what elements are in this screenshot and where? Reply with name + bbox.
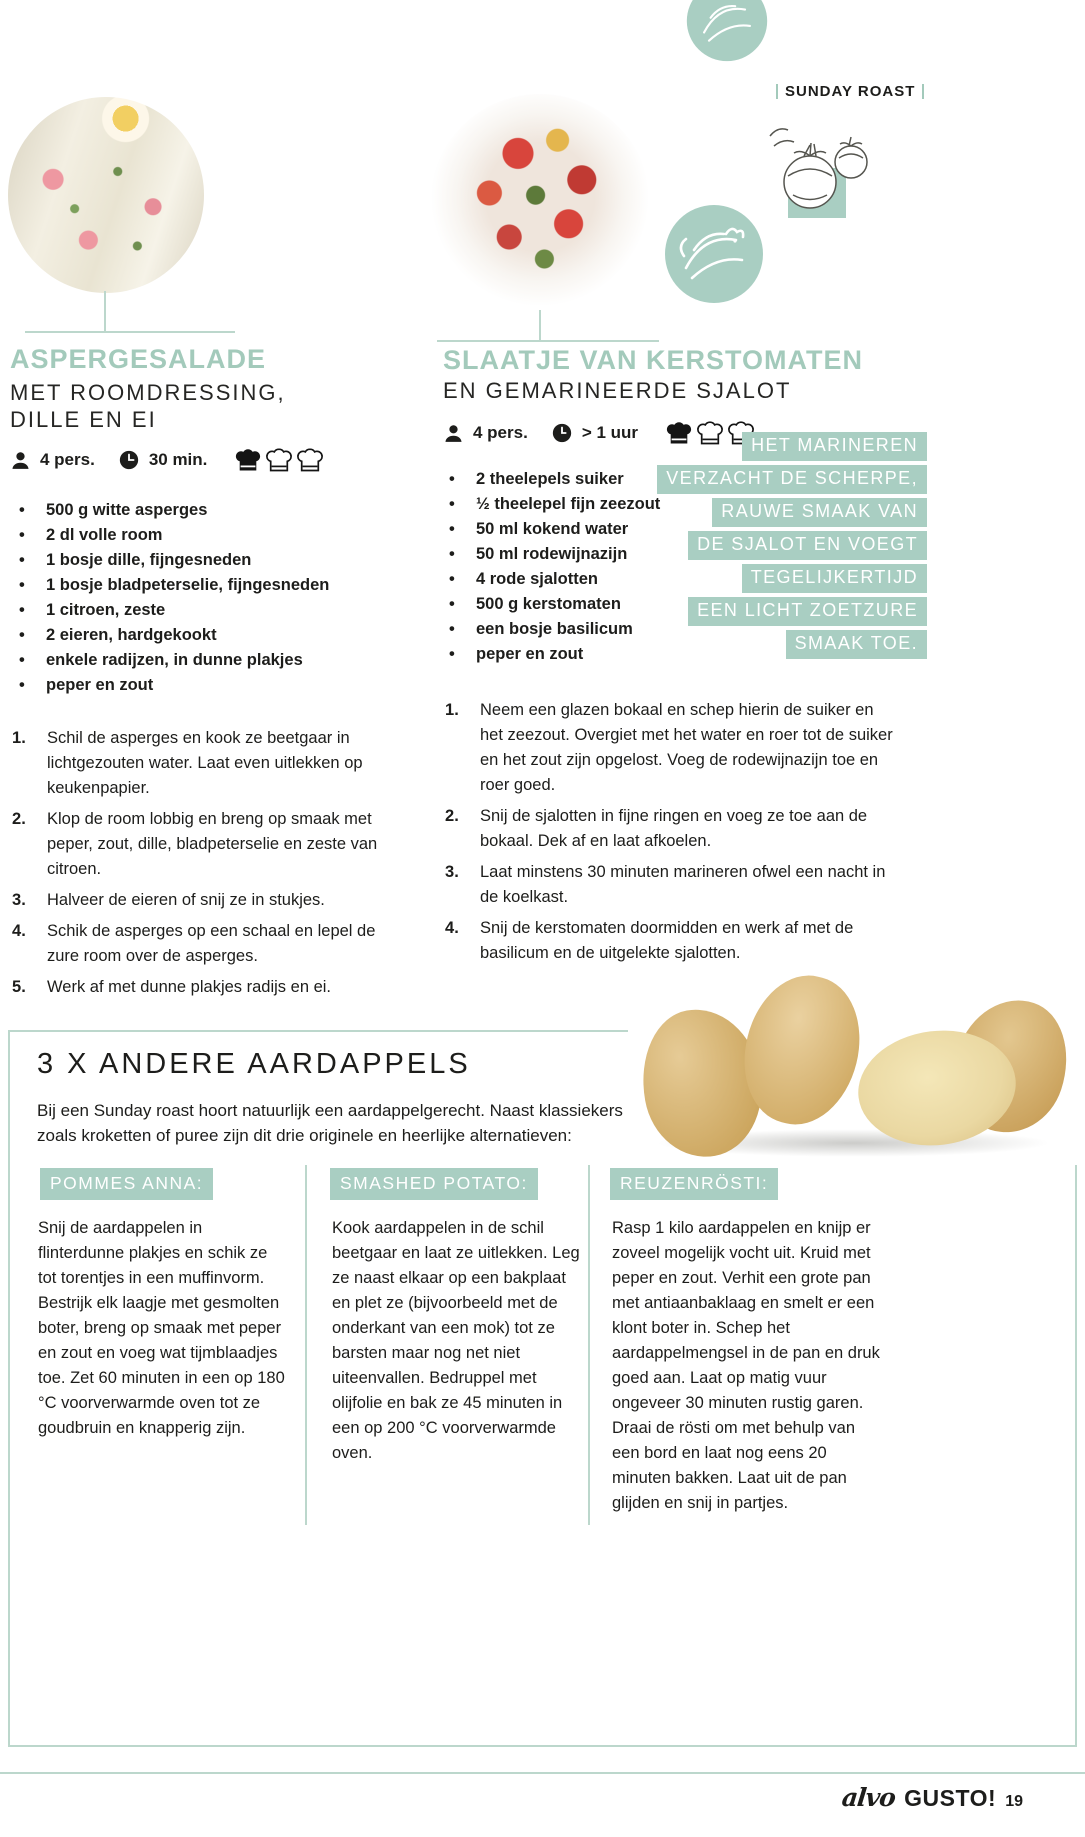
time-label: 30 min.	[148, 450, 208, 469]
steps-list	[443, 698, 895, 972]
marinating-tip-callout	[587, 432, 927, 663]
footer-divider-line	[0, 1772, 1085, 1774]
steps-list	[10, 726, 412, 1006]
recipe-title: ASPERGESALADE	[10, 344, 267, 374]
ingredient-item: • 50 ml kokend water	[440, 517, 740, 542]
recipe-photo-tomato-salad	[430, 94, 650, 314]
recipe-subtitle-line: DILLE EN EI	[10, 407, 157, 432]
callout-line: DE SJALOT EN VOEGT	[688, 531, 927, 560]
ingredient-item: • 500 g kerstomaten	[440, 592, 740, 617]
ingredient-item: • 2 dl volle room	[10, 523, 430, 548]
page-number: 19	[1005, 1793, 1023, 1810]
ingredient-item: • 1 bosje bladpeterselie, fijngesneden	[10, 573, 430, 598]
ingredient-item: • 2 eieren, hardgekookt	[10, 623, 430, 648]
potatoes-photo	[628, 973, 1085, 1165]
ingredient-item: • 1 bosje dille, fijngesneden	[10, 548, 430, 573]
step-item: Schik de asperges op een schaal en lepel de zure room over de asperges.	[47, 922, 376, 965]
ingredient-item: • 500 g witte asperges	[10, 498, 430, 523]
ingredient-item: • peper en zout	[440, 642, 740, 667]
step-item: Schil de asperges en kook ze beetgaar in lichtgezouten water. Laat even uitlekken op keukenpapier.	[47, 729, 363, 797]
callout-line: HET MARINEREN	[742, 432, 927, 461]
ingredient-item: • 1 citroen, zeste	[10, 598, 430, 623]
ingredient-item: • 2 theelepels suiker	[440, 467, 740, 492]
callout-line: VERZACHT DE SCHERPE,	[657, 465, 927, 494]
section-tag-label: SUNDAY ROAST	[785, 83, 916, 100]
ingredient-item: • enkele radijzen, in dunne plakjes	[10, 648, 430, 673]
recipe-subtitle	[443, 377, 791, 404]
potato-column-label: REUZENRÖSTI:	[610, 1168, 778, 1200]
divider-line	[437, 340, 659, 342]
servings-label: 4 pers.	[473, 423, 528, 442]
tag-divider-right-icon	[922, 84, 924, 99]
potato-column-label: SMASHED POTATO:	[330, 1168, 538, 1200]
chef-hat-icon-outline	[296, 447, 324, 473]
callout-line: SMAAK TOE.	[786, 630, 927, 659]
callout-line: EEN LICHT ZOETZURE	[688, 597, 927, 626]
callout-line: TEGELIJKERTIJD	[742, 564, 927, 593]
servings-person-icon	[10, 450, 31, 471]
footer	[842, 1783, 1023, 1812]
potato-column-text: Rasp 1 kilo aardappelen en knijp er zoveel mogelijk vocht uit. Kruid met peper en zout. Verhit een grote pan met antiaanbaklaag en smelt er een klont boter in. Schep het aardappelmengsel in de pan en druk goed aan. Laat op matig vuur ongeveer 30 minuten rustig garen. Draai de rösti om met behulp van een bord en laat nog eens 20 minuten bakken. Laat uit de pan glijden en snij in partjes.	[612, 1219, 880, 1512]
recipe-subtitle	[10, 379, 286, 433]
divider-line	[25, 331, 235, 333]
photo-connector-line	[539, 310, 541, 342]
potato-column-text: Snij de aardappelen in flinterdunne plakjes en schik ze tot torentjes in een muffinvorm. Bestrijk elk laagje met gesmolten boter, breng op smaak met peper en zout en voeg wat tijmblaadjes toe. Zet 60 minuten in een op 180 °C voorverwarmde oven tot ze goudbruin en knapperig zijn.	[38, 1219, 285, 1437]
magazine-name: GUSTO!	[904, 1785, 997, 1811]
chef-hat-icon-filled	[234, 447, 262, 473]
brand-logo: alvo	[840, 1783, 897, 1812]
rooster-logo-icon	[664, 204, 764, 304]
potato-box-intro: Bij een Sunday roast hoort natuurlijk een aardappelgerecht. Naast klassiekers zoals kroketten of puree zijn dit drie originele en heerlijke alternatieven:	[37, 1101, 623, 1145]
potato-box-heading: 3 X ANDERE AARDAPPELS	[37, 1048, 471, 1080]
time-clock-icon	[551, 422, 573, 444]
recipe-photo-asparagus-salad	[8, 97, 204, 293]
rooster-logo-icon-partial	[686, 0, 768, 62]
step-item: Halveer de eieren of snij ze in stukjes.	[47, 891, 325, 909]
column-divider	[588, 1165, 590, 1525]
recipe-subtitle-line: EN GEMARINEERDE SJALOT	[443, 378, 792, 403]
ingredient-item: • peper en zout	[10, 673, 430, 698]
ingredient-item: • 4 rode sjalotten	[440, 567, 740, 592]
time-label: > 1 uur	[581, 423, 639, 442]
step-item: Werk af met dunne plakjes radijs en ei.	[47, 978, 332, 996]
tag-divider-left-icon	[776, 84, 778, 99]
step-item: Snij de sjalotten in fijne ringen en voeg ze toe aan de bokaal. Dek af en laat afkoelen.	[480, 807, 868, 850]
potato-column-label: POMMES ANNA:	[40, 1168, 213, 1200]
potato-column-text: Kook aardappelen in de schil beetgaar en laat ze uitlekken. Leg ze naast elkaar op een bakplaat en plet ze (bijvoorbeeld met de onderkant van een mok) tot ze barsten maar nog net niet uiteenvallen. Bedruppel met olijfolie en bak ze 45 minuten in een op 200 °C voorverwarmde oven.	[332, 1219, 580, 1462]
ingredient-item: • 50 ml rodewijnazijn	[440, 542, 740, 567]
ingredient-item: • een bosje basilicum	[440, 617, 740, 642]
difficulty-rating	[234, 447, 324, 473]
recipe-meta	[10, 447, 324, 473]
section-tag	[776, 83, 924, 100]
step-item: Laat minstens 30 minuten marineren ofwel een nacht in de koelkast.	[480, 863, 886, 906]
tomato-sketch-illustration	[760, 118, 884, 226]
step-item: Neem een glazen bokaal en schep hierin de suiker en het zeezout. Overgiet met het water en roer tot de suiker en het zout zijn opgelost. Voeg de rodewijnazijn toe en roer goed.	[480, 701, 893, 794]
ingredient-item: • ½ theelepel fijn zeezout	[440, 492, 740, 517]
ingredients-list	[10, 498, 430, 698]
column-divider	[305, 1165, 307, 1525]
recipe-title: SLAATJE VAN KERSTOMATEN	[443, 345, 864, 375]
step-item: Klop de room lobbig en breng op smaak met peper, zout, dille, bladpeterselie en zeste van citroen.	[47, 810, 378, 878]
step-item: Snij de kerstomaten doormidden en werk af met de basilicum en de uitgelekte sjalotten.	[480, 919, 854, 962]
servings-person-icon	[443, 423, 464, 444]
callout-line: RAUWE SMAAK VAN	[712, 498, 927, 527]
photo-connector-line	[104, 291, 106, 333]
servings-label: 4 pers.	[40, 450, 95, 469]
time-clock-icon	[118, 449, 140, 471]
recipe-subtitle-line: MET ROOMDRESSING,	[10, 380, 286, 405]
chef-hat-icon-outline	[265, 447, 293, 473]
